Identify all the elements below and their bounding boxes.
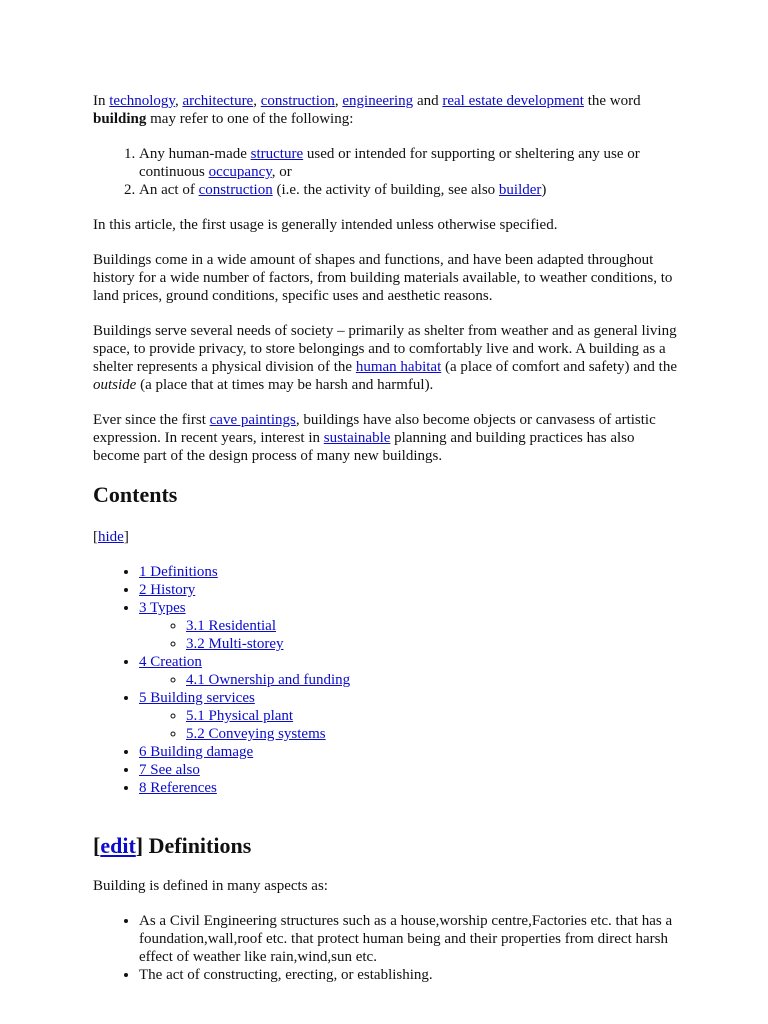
toc-link-conveying-systems[interactable]: 5.2 Conveying systems [186, 726, 326, 742]
toc-link-references[interactable]: 8 References [139, 780, 217, 796]
toc-link-creation[interactable]: 4 Creation [139, 654, 202, 670]
hide-toc-link[interactable]: hide [98, 529, 124, 545]
toc-link-see-also[interactable]: 7 See also [139, 762, 200, 778]
toc-item-definitions [139, 563, 683, 581]
usage-item-structure: 1. Any human-made structure used or intended for supporting or sheltering any use or continuous occupancy, or [139, 145, 683, 181]
table-of-contents [93, 563, 683, 797]
toc-item-creation [139, 653, 683, 689]
toc-item-residential [186, 617, 683, 635]
edit-definitions-link[interactable]: edit [100, 833, 136, 858]
art-paragraph: Ever since the first cave paintings, buildings have also become objects or canvasess of artistic expression. In recent years, interest in sustainable planning and building practices has also become part of the design process of many new buildings. [93, 412, 656, 464]
definition-item: • As a Civil Engineering structures such as a house,worship centre,Factories etc. that has a foundation,wall,roof etc. that protect human being and their properties from direct harsh effect of weather like rain,wind,sun etc. [139, 912, 683, 966]
toc-item-building-damage [139, 743, 683, 761]
toc-item-building-services [139, 689, 683, 743]
toc-item-see-also [139, 761, 683, 779]
toc-link-types[interactable]: 3 Types [139, 600, 186, 616]
usage-note-paragraph: In this article, the first usage is generally intended unless otherwise specified. [93, 217, 558, 233]
usage-item-construction: 2. An act of construction (i.e. the activity of building, see also builder) [139, 181, 683, 199]
toc-item-physical-plant [186, 707, 683, 725]
shapes-paragraph: Buildings come in a wide amount of shapes and functions, and have been adapted throughout history for a wide number of factors, from building materials available, to weather conditions, to land prices, ground conditions, specific uses and aesthetic reasons. [93, 252, 673, 304]
link-structure[interactable]: structure [250, 146, 304, 162]
link-technology[interactable]: technology [109, 93, 175, 109]
link-real-estate-development[interactable]: real estate development [442, 93, 584, 109]
toc-item-conveying-systems [186, 725, 683, 743]
toc-link-ownership[interactable]: 4.1 Ownership and funding [186, 672, 351, 688]
link-cave-paintings[interactable]: cave paintings [209, 412, 296, 428]
toc-link-multi-storey[interactable]: 3.2 Multi-storey [186, 636, 284, 652]
toc-sublist-creation [139, 671, 683, 689]
definitions-title: Definitions [148, 833, 252, 858]
needs-paragraph: Buildings serve several needs of society – primarily as shelter from weather and as general living space, to provide privacy, to store belongings and to comfortably live and work. A building as a shelter represents a physical division of the human habitat (a place of comfort and safety) and the outside (a place that at times may be harsh and harmful). [93, 323, 677, 393]
toc-link-building-services[interactable]: 5 Building services [139, 690, 255, 706]
intro-paragraph: In technology, architecture, construction, engineering and real estate development the word building may refer to one of the following: [93, 93, 641, 127]
contents-heading: Contents [93, 482, 178, 507]
toc-item-ownership [186, 671, 683, 689]
link-human-habitat[interactable]: human habitat [355, 359, 442, 375]
toc-link-physical-plant[interactable]: 5.1 Physical plant [186, 708, 294, 724]
toc-link-residential[interactable]: 3.1 Residential [186, 618, 276, 634]
bold-term-building: building [93, 111, 147, 127]
toc-item-history [139, 581, 683, 599]
link-construction-act[interactable]: construction [198, 182, 273, 198]
toc-link-definitions[interactable]: 1 Definitions [139, 564, 218, 580]
toc-sublist-services [139, 707, 683, 743]
definitions-intro: Building is defined in many aspects as: [93, 878, 328, 894]
article-body [93, 92, 683, 984]
toc-item-references [139, 779, 683, 797]
definitions-heading: [edit] Definitions [93, 833, 252, 858]
link-builder[interactable]: builder [498, 182, 542, 198]
link-construction[interactable]: construction [260, 93, 335, 109]
toc-link-history[interactable]: 2 History [139, 582, 196, 598]
toc-link-building-damage[interactable]: 6 Building damage [139, 744, 254, 760]
link-sustainable[interactable]: sustainable [323, 430, 391, 446]
toc-toggle: [hide] [93, 529, 129, 545]
link-occupancy[interactable]: occupancy [208, 164, 272, 180]
link-engineering[interactable]: engineering [342, 93, 414, 109]
definitions-list [93, 912, 683, 984]
definition-item: • The act of constructing, erecting, or establishing. [139, 966, 683, 984]
italic-outside: outside [93, 377, 137, 393]
link-architecture[interactable]: architecture [182, 93, 254, 109]
toc-item-multi-storey [186, 635, 683, 653]
usage-list [93, 145, 683, 199]
toc-sublist-types [139, 617, 683, 653]
toc-item-types [139, 599, 683, 653]
